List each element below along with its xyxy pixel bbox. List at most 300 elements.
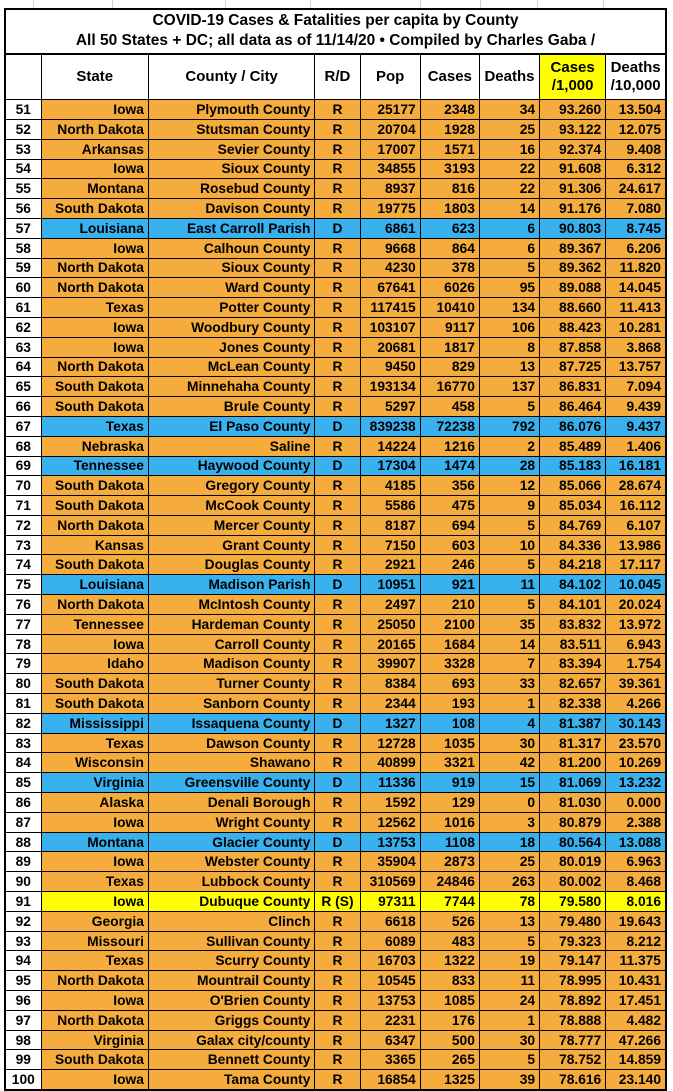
cell-cases: 1035 bbox=[420, 733, 479, 753]
cell-county: Mountrail County bbox=[148, 971, 315, 991]
cell-cases: 1474 bbox=[420, 456, 479, 476]
cell-cases: 816 bbox=[420, 179, 479, 199]
header-pop: Pop bbox=[360, 54, 420, 100]
cell-deaths: 5 bbox=[479, 555, 539, 575]
cell-pop: 40899 bbox=[360, 753, 420, 773]
table-row bbox=[5, 496, 666, 516]
table-row bbox=[5, 812, 666, 832]
cell-rank: 97 bbox=[5, 1010, 41, 1030]
cell-deaths_per_10000: 8.016 bbox=[606, 892, 666, 912]
cell-rd: R bbox=[315, 179, 360, 199]
cell-rank: 79 bbox=[5, 654, 41, 674]
cell-pop: 117415 bbox=[360, 298, 420, 318]
cell-county: Woodbury County bbox=[148, 317, 315, 337]
cell-county: Stutsman County bbox=[148, 119, 315, 139]
table-row bbox=[5, 515, 666, 535]
cell-deaths: 33 bbox=[479, 674, 539, 694]
cell-rd: R bbox=[315, 733, 360, 753]
cell-cases_per_1000: 90.803 bbox=[540, 218, 606, 238]
cell-cases_per_1000: 84.336 bbox=[540, 535, 606, 555]
cell-cases_per_1000: 79.147 bbox=[540, 951, 606, 971]
cell-cases_per_1000: 92.374 bbox=[540, 139, 606, 159]
cell-county: Haywood County bbox=[148, 456, 315, 476]
cell-county: Mercer County bbox=[148, 515, 315, 535]
cell-pop: 1327 bbox=[360, 713, 420, 733]
cell-county: Bennett County bbox=[148, 1050, 315, 1070]
cell-pop: 1592 bbox=[360, 793, 420, 813]
cell-deaths: 25 bbox=[479, 852, 539, 872]
cell-rd: R bbox=[315, 931, 360, 951]
cell-pop: 10545 bbox=[360, 971, 420, 991]
cell-rank: 78 bbox=[5, 634, 41, 654]
table-row bbox=[5, 753, 666, 773]
cell-rd: R bbox=[315, 872, 360, 892]
cell-state: Wisconsin bbox=[41, 753, 148, 773]
cell-rank: 57 bbox=[5, 218, 41, 238]
cell-deaths: 24 bbox=[479, 991, 539, 1011]
cell-pop: 2344 bbox=[360, 694, 420, 714]
table-row bbox=[5, 199, 666, 219]
cell-rd: R bbox=[315, 159, 360, 179]
cell-deaths_per_10000: 13.504 bbox=[606, 100, 666, 120]
cell-deaths_per_10000: 3.868 bbox=[606, 337, 666, 357]
cell-county: Scurry County bbox=[148, 951, 315, 971]
cell-deaths_per_10000: 6.312 bbox=[606, 159, 666, 179]
cell-cases_per_1000: 78.892 bbox=[540, 991, 606, 1011]
cell-pop: 17007 bbox=[360, 139, 420, 159]
cell-county: Sullivan County bbox=[148, 931, 315, 951]
cell-deaths: 792 bbox=[479, 416, 539, 436]
cell-cases_per_1000: 79.323 bbox=[540, 931, 606, 951]
cell-cases_per_1000: 80.879 bbox=[540, 812, 606, 832]
cell-cases_per_1000: 89.362 bbox=[540, 258, 606, 278]
cell-rd: R bbox=[315, 812, 360, 832]
cell-rank: 67 bbox=[5, 416, 41, 436]
cell-county: Grant County bbox=[148, 535, 315, 555]
cell-cases_per_1000: 89.088 bbox=[540, 278, 606, 298]
cell-rank: 80 bbox=[5, 674, 41, 694]
cell-rank: 60 bbox=[5, 278, 41, 298]
cell-cases_per_1000: 86.464 bbox=[540, 397, 606, 417]
cell-deaths: 134 bbox=[479, 298, 539, 318]
cell-state: Texas bbox=[41, 298, 148, 318]
table-row bbox=[5, 911, 666, 931]
cell-pop: 25050 bbox=[360, 614, 420, 634]
cell-cases: 9117 bbox=[420, 317, 479, 337]
table-row bbox=[5, 694, 666, 714]
cell-rank: 85 bbox=[5, 773, 41, 793]
cell-state: North Dakota bbox=[41, 515, 148, 535]
cell-pop: 67641 bbox=[360, 278, 420, 298]
cell-county: McIntosh County bbox=[148, 595, 315, 615]
table-header bbox=[5, 54, 666, 100]
cell-rd: R bbox=[315, 1050, 360, 1070]
cell-pop: 12728 bbox=[360, 733, 420, 753]
cell-rd: R bbox=[315, 614, 360, 634]
cell-county: Jones County bbox=[148, 337, 315, 357]
cell-state: Iowa bbox=[41, 892, 148, 912]
table-title-line2: All 50 States + DC; all data as of 11/14/20 • Compiled by Charles Gaba / bbox=[75, 31, 596, 49]
cell-rank: 52 bbox=[5, 119, 41, 139]
cell-rd: R bbox=[315, 911, 360, 931]
cell-state: South Dakota bbox=[41, 397, 148, 417]
cell-cases_per_1000: 84.218 bbox=[540, 555, 606, 575]
cell-deaths_per_10000: 14.045 bbox=[606, 278, 666, 298]
cell-rd: D bbox=[315, 416, 360, 436]
cell-deaths_per_10000: 8.212 bbox=[606, 931, 666, 951]
cell-state: Iowa bbox=[41, 812, 148, 832]
cell-cases_per_1000: 79.480 bbox=[540, 911, 606, 931]
cell-state: Tennessee bbox=[41, 456, 148, 476]
cell-county: Sevier County bbox=[148, 139, 315, 159]
table-row bbox=[5, 179, 666, 199]
cell-county: East Carroll Parish bbox=[148, 218, 315, 238]
cell-deaths_per_10000: 16.112 bbox=[606, 496, 666, 516]
cell-cases_per_1000: 80.564 bbox=[540, 832, 606, 852]
table-row bbox=[5, 733, 666, 753]
cell-deaths: 5 bbox=[479, 515, 539, 535]
cell-county: Wright County bbox=[148, 812, 315, 832]
cell-cases: 921 bbox=[420, 575, 479, 595]
cell-pop: 14224 bbox=[360, 436, 420, 456]
cell-deaths: 18 bbox=[479, 832, 539, 852]
cell-rank: 71 bbox=[5, 496, 41, 516]
cell-state: Nebraska bbox=[41, 436, 148, 456]
cell-deaths_per_10000: 10.045 bbox=[606, 575, 666, 595]
cell-deaths_per_10000: 4.266 bbox=[606, 694, 666, 714]
cell-cases_per_1000: 85.489 bbox=[540, 436, 606, 456]
cell-deaths: 0 bbox=[479, 793, 539, 813]
cell-rank: 74 bbox=[5, 555, 41, 575]
cell-cases: 526 bbox=[420, 911, 479, 931]
cell-deaths_per_10000: 10.269 bbox=[606, 753, 666, 773]
cell-deaths: 6 bbox=[479, 238, 539, 258]
cell-state: South Dakota bbox=[41, 377, 148, 397]
cell-deaths: 10 bbox=[479, 535, 539, 555]
cell-state: Texas bbox=[41, 733, 148, 753]
table-row bbox=[5, 931, 666, 951]
cell-cases_per_1000: 81.200 bbox=[540, 753, 606, 773]
cell-rank: 84 bbox=[5, 753, 41, 773]
cell-cases: 210 bbox=[420, 595, 479, 615]
cell-deaths_per_10000: 11.820 bbox=[606, 258, 666, 278]
cell-pop: 97311 bbox=[360, 892, 420, 912]
cell-rd: R bbox=[315, 258, 360, 278]
cell-deaths_per_10000: 30.143 bbox=[606, 713, 666, 733]
table-row bbox=[5, 971, 666, 991]
cell-rank: 88 bbox=[5, 832, 41, 852]
cell-deaths: 13 bbox=[479, 357, 539, 377]
cell-rd: R bbox=[315, 793, 360, 813]
cell-deaths: 1 bbox=[479, 694, 539, 714]
cell-cases: 176 bbox=[420, 1010, 479, 1030]
cell-deaths_per_10000: 23.570 bbox=[606, 733, 666, 753]
cell-state: Tennessee bbox=[41, 614, 148, 634]
cell-county: Plymouth County bbox=[148, 100, 315, 120]
table-row bbox=[5, 1030, 666, 1050]
cell-deaths_per_10000: 10.431 bbox=[606, 971, 666, 991]
cell-deaths_per_10000: 19.643 bbox=[606, 911, 666, 931]
cell-rd: R bbox=[315, 753, 360, 773]
cell-deaths: 28 bbox=[479, 456, 539, 476]
cell-pop: 34855 bbox=[360, 159, 420, 179]
cell-rank: 73 bbox=[5, 535, 41, 555]
cell-county: Sanborn County bbox=[148, 694, 315, 714]
table-row bbox=[5, 100, 666, 120]
cell-cases_per_1000: 81.387 bbox=[540, 713, 606, 733]
cell-county: Minnehaha County bbox=[148, 377, 315, 397]
cell-rd: R bbox=[315, 436, 360, 456]
cell-rd: D bbox=[315, 832, 360, 852]
table-row bbox=[5, 852, 666, 872]
cell-cases_per_1000: 83.394 bbox=[540, 654, 606, 674]
table-row bbox=[5, 654, 666, 674]
cell-cases: 1085 bbox=[420, 991, 479, 1011]
cell-cases_per_1000: 86.831 bbox=[540, 377, 606, 397]
table-row bbox=[5, 595, 666, 615]
cell-cases: 458 bbox=[420, 397, 479, 417]
table-row bbox=[5, 476, 666, 496]
cell-cases: 246 bbox=[420, 555, 479, 575]
cell-rd: R bbox=[315, 555, 360, 575]
header-deaths: Deaths bbox=[479, 54, 539, 100]
cell-cases: 72238 bbox=[420, 416, 479, 436]
cell-deaths: 2 bbox=[479, 436, 539, 456]
cell-deaths: 11 bbox=[479, 971, 539, 991]
cell-rd: R bbox=[315, 515, 360, 535]
cell-pop: 19775 bbox=[360, 199, 420, 219]
cell-county: Lubbock County bbox=[148, 872, 315, 892]
table-title-line1: COVID-19 Cases & Fatalities per capita by County bbox=[152, 12, 519, 29]
cell-rank: 81 bbox=[5, 694, 41, 714]
cell-cases: 3193 bbox=[420, 159, 479, 179]
cell-state: Iowa bbox=[41, 1070, 148, 1090]
cell-county: Ward County bbox=[148, 278, 315, 298]
covid-county-table-sheet bbox=[4, 8, 667, 1091]
table-row bbox=[5, 1050, 666, 1070]
cell-rank: 59 bbox=[5, 258, 41, 278]
cell-rank: 87 bbox=[5, 812, 41, 832]
cell-county: Shawano bbox=[148, 753, 315, 773]
cell-cases_per_1000: 80.019 bbox=[540, 852, 606, 872]
cell-rd: R bbox=[315, 476, 360, 496]
cell-cases: 16770 bbox=[420, 377, 479, 397]
cell-county: Madison Parish bbox=[148, 575, 315, 595]
cell-cases: 3321 bbox=[420, 753, 479, 773]
cell-pop: 9668 bbox=[360, 238, 420, 258]
cell-deaths_per_10000: 4.482 bbox=[606, 1010, 666, 1030]
cell-rank: 55 bbox=[5, 179, 41, 199]
cell-pop: 39907 bbox=[360, 654, 420, 674]
table-row bbox=[5, 575, 666, 595]
cell-deaths_per_10000: 13.972 bbox=[606, 614, 666, 634]
table-row bbox=[5, 892, 666, 912]
cell-rank: 95 bbox=[5, 971, 41, 991]
cell-county: Rosebud County bbox=[148, 179, 315, 199]
cell-deaths: 5 bbox=[479, 931, 539, 951]
cell-pop: 20704 bbox=[360, 119, 420, 139]
cell-deaths_per_10000: 0.000 bbox=[606, 793, 666, 813]
cell-county: Calhoun County bbox=[148, 238, 315, 258]
cell-cases: 193 bbox=[420, 694, 479, 714]
cell-deaths: 34 bbox=[479, 100, 539, 120]
cell-cases_per_1000: 88.660 bbox=[540, 298, 606, 318]
cell-rank: 100 bbox=[5, 1070, 41, 1090]
table-row bbox=[5, 258, 666, 278]
cell-rd: R bbox=[315, 951, 360, 971]
cell-rd: R bbox=[315, 199, 360, 219]
cell-rd: R bbox=[315, 535, 360, 555]
cell-cases_per_1000: 83.511 bbox=[540, 634, 606, 654]
cell-deaths_per_10000: 9.437 bbox=[606, 416, 666, 436]
cell-deaths: 8 bbox=[479, 337, 539, 357]
cell-state: South Dakota bbox=[41, 555, 148, 575]
cell-cases: 1108 bbox=[420, 832, 479, 852]
cell-state: Montana bbox=[41, 832, 148, 852]
cell-cases_per_1000: 91.306 bbox=[540, 179, 606, 199]
table-row bbox=[5, 218, 666, 238]
cell-pop: 3365 bbox=[360, 1050, 420, 1070]
cell-state: Idaho bbox=[41, 654, 148, 674]
cell-deaths: 22 bbox=[479, 159, 539, 179]
cell-rd: R bbox=[315, 496, 360, 516]
table-row bbox=[5, 456, 666, 476]
cell-rank: 91 bbox=[5, 892, 41, 912]
cell-rd: R bbox=[315, 991, 360, 1011]
cell-deaths_per_10000: 13.757 bbox=[606, 357, 666, 377]
cell-rank: 92 bbox=[5, 911, 41, 931]
cell-deaths_per_10000: 11.413 bbox=[606, 298, 666, 318]
county-data-table bbox=[4, 53, 667, 1091]
cell-state: North Dakota bbox=[41, 119, 148, 139]
cell-rd: R bbox=[315, 595, 360, 615]
cell-cases: 483 bbox=[420, 931, 479, 951]
cell-state: North Dakota bbox=[41, 357, 148, 377]
cell-rd: R bbox=[315, 654, 360, 674]
cell-county: Glacier County bbox=[148, 832, 315, 852]
cell-rank: 62 bbox=[5, 317, 41, 337]
header-state: State bbox=[41, 54, 148, 100]
cell-county: Potter County bbox=[148, 298, 315, 318]
cell-rank: 75 bbox=[5, 575, 41, 595]
cell-rd: R bbox=[315, 1070, 360, 1090]
cell-pop: 25177 bbox=[360, 100, 420, 120]
cell-deaths: 11 bbox=[479, 575, 539, 595]
cell-deaths: 6 bbox=[479, 218, 539, 238]
cell-cases: 693 bbox=[420, 674, 479, 694]
cell-pop: 6861 bbox=[360, 218, 420, 238]
header-cases: Cases bbox=[420, 54, 479, 100]
cell-county: Galax city/county bbox=[148, 1030, 315, 1050]
cell-pop: 8384 bbox=[360, 674, 420, 694]
cell-county: El Paso County bbox=[148, 416, 315, 436]
cell-cases_per_1000: 78.752 bbox=[540, 1050, 606, 1070]
table-row bbox=[5, 951, 666, 971]
cell-cases_per_1000: 79.580 bbox=[540, 892, 606, 912]
cell-county: Davison County bbox=[148, 199, 315, 219]
cell-rank: 66 bbox=[5, 397, 41, 417]
table-row bbox=[5, 773, 666, 793]
cell-state: North Dakota bbox=[41, 278, 148, 298]
cell-cases: 7744 bbox=[420, 892, 479, 912]
cell-rank: 68 bbox=[5, 436, 41, 456]
cell-pop: 8187 bbox=[360, 515, 420, 535]
cell-deaths: 14 bbox=[479, 634, 539, 654]
table-row bbox=[5, 1070, 666, 1090]
cell-cases: 2873 bbox=[420, 852, 479, 872]
table-row bbox=[5, 317, 666, 337]
cell-state: Texas bbox=[41, 951, 148, 971]
cell-cases: 829 bbox=[420, 357, 479, 377]
cell-deaths_per_10000: 10.281 bbox=[606, 317, 666, 337]
cell-pop: 11336 bbox=[360, 773, 420, 793]
cell-cases: 129 bbox=[420, 793, 479, 813]
cell-cases: 3328 bbox=[420, 654, 479, 674]
table-row bbox=[5, 614, 666, 634]
cell-rd: R bbox=[315, 694, 360, 714]
cell-pop: 2921 bbox=[360, 555, 420, 575]
cell-state: South Dakota bbox=[41, 694, 148, 714]
cell-rank: 63 bbox=[5, 337, 41, 357]
cell-rd: D bbox=[315, 773, 360, 793]
cell-rd: R bbox=[315, 317, 360, 337]
cell-rd: D bbox=[315, 456, 360, 476]
cell-county: Dubuque County bbox=[148, 892, 315, 912]
cell-rank: 58 bbox=[5, 238, 41, 258]
cell-pop: 4230 bbox=[360, 258, 420, 278]
cell-deaths_per_10000: 20.024 bbox=[606, 595, 666, 615]
cell-state: Mississippi bbox=[41, 713, 148, 733]
cell-rd: R (S) bbox=[315, 892, 360, 912]
cell-rd: R bbox=[315, 377, 360, 397]
cell-deaths_per_10000: 6.206 bbox=[606, 238, 666, 258]
table-row bbox=[5, 832, 666, 852]
cell-county: Saline bbox=[148, 436, 315, 456]
cell-cases: 265 bbox=[420, 1050, 479, 1070]
cell-rd: R bbox=[315, 674, 360, 694]
cell-deaths_per_10000: 17.451 bbox=[606, 991, 666, 1011]
cell-pop: 6089 bbox=[360, 931, 420, 951]
cell-pop: 20165 bbox=[360, 634, 420, 654]
cell-deaths: 3 bbox=[479, 812, 539, 832]
cell-deaths: 263 bbox=[479, 872, 539, 892]
cell-state: Arkansas bbox=[41, 139, 148, 159]
cell-state: Iowa bbox=[41, 159, 148, 179]
table-row bbox=[5, 555, 666, 575]
cell-cases_per_1000: 84.102 bbox=[540, 575, 606, 595]
cell-rank: 51 bbox=[5, 100, 41, 120]
cell-deaths: 13 bbox=[479, 911, 539, 931]
cell-county: Denali Borough bbox=[148, 793, 315, 813]
cell-cases_per_1000: 81.030 bbox=[540, 793, 606, 813]
cell-cases: 24846 bbox=[420, 872, 479, 892]
cell-county: Gregory County bbox=[148, 476, 315, 496]
cell-deaths_per_10000: 6.107 bbox=[606, 515, 666, 535]
cell-cases: 1684 bbox=[420, 634, 479, 654]
cell-deaths: 30 bbox=[479, 1030, 539, 1050]
cell-pop: 17304 bbox=[360, 456, 420, 476]
cell-pop: 20681 bbox=[360, 337, 420, 357]
cell-deaths: 9 bbox=[479, 496, 539, 516]
header-deaths-per-10000: Deaths /10,000 bbox=[606, 54, 666, 100]
cell-cases_per_1000: 83.832 bbox=[540, 614, 606, 634]
cell-cases_per_1000: 86.076 bbox=[540, 416, 606, 436]
cell-deaths_per_10000: 8.468 bbox=[606, 872, 666, 892]
cell-pop: 2231 bbox=[360, 1010, 420, 1030]
cell-rd: R bbox=[315, 139, 360, 159]
table-row bbox=[5, 535, 666, 555]
cell-deaths_per_10000: 2.388 bbox=[606, 812, 666, 832]
